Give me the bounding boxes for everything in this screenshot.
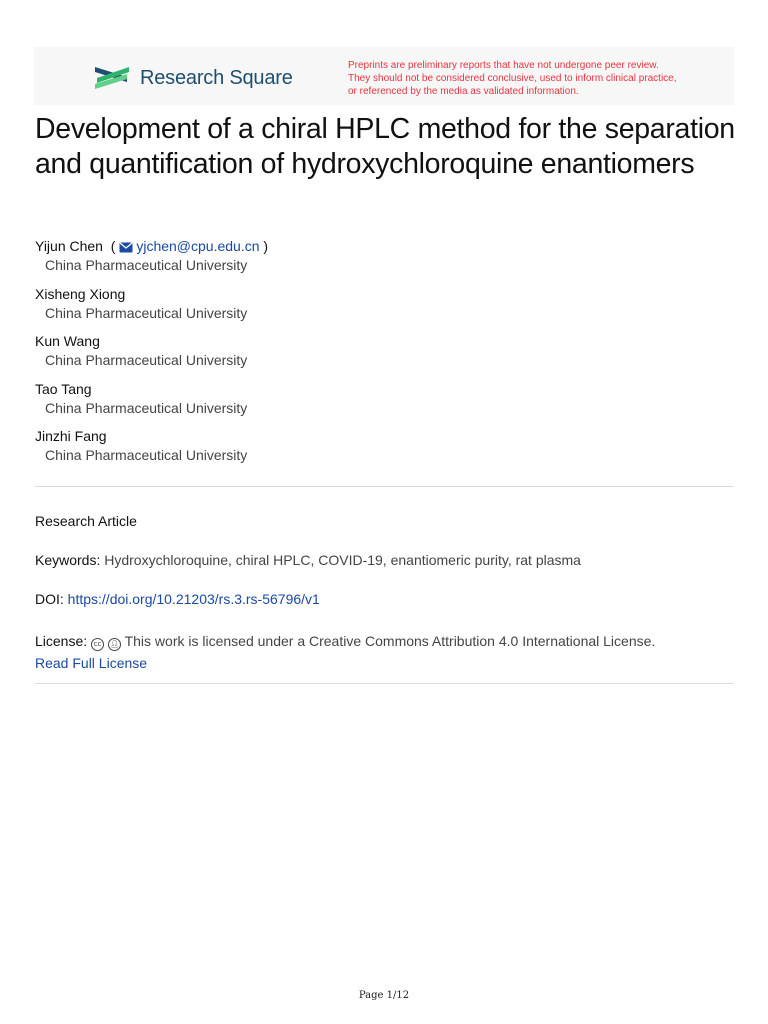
doi (35, 591, 735, 607)
author-list (35, 237, 735, 475)
license-label: License: (35, 633, 88, 649)
author-affiliation: China Pharmaceutical University (45, 304, 248, 321)
keywords-value: Hydroxychloroquine, chiral HPLC, COVID-19, enantiomeric purity, rat plasma (104, 552, 581, 568)
article-title: Development of a chiral HPLC method for the separation and quantification of hydroxychloroquine enantiomers (35, 113, 735, 180)
author-affiliation: China Pharmaceutical University (45, 447, 248, 463)
email-paren: ( (106, 238, 120, 254)
attribution-icon: 👤︎ (108, 638, 121, 651)
license (35, 630, 735, 674)
article-type (35, 513, 735, 529)
divider (35, 486, 734, 487)
keywords (35, 552, 735, 568)
notice-line: They should not be considered conclusive, used to inform clinical practice, (348, 73, 677, 84)
author-item: Yijun Chen ( yjchen@cpu.edu.cn ) China Pharmaceutical University (35, 237, 735, 285)
author-item (35, 427, 735, 475)
author-affiliation: China Pharmaceutical University (45, 257, 248, 273)
author-item (35, 332, 735, 380)
author-name: Yijun Chen (35, 238, 103, 254)
author-affiliation: China Pharmaceutical University (45, 399, 248, 416)
notice-line: or referenced by the media as validated information. (348, 86, 579, 97)
logo-icon (93, 64, 131, 92)
author-item (35, 380, 735, 428)
article-type-label: Research Article (35, 513, 137, 529)
doi-label: DOI: (35, 591, 64, 607)
read-full-license-link[interactable]: Read Full License (35, 655, 148, 671)
author-name: Jinzhi Fang (35, 428, 107, 444)
author-name: Tao Tang (35, 380, 92, 397)
doi-link[interactable]: https://doi.org/10.21203/rs.3.rs-56796/v1 (67, 591, 320, 607)
author-name: Kun Wang (35, 333, 100, 349)
logo-text: Research Square (140, 66, 293, 89)
license-text: This work is licensed under a Creative Commons Attribution 4.0 International License. (124, 633, 656, 649)
divider (35, 683, 734, 684)
research-square-logo[interactable] (93, 64, 293, 92)
cc-icon: cc (91, 638, 104, 651)
author-name: Xisheng Xiong (35, 285, 126, 302)
keywords-label: Keywords: (35, 552, 101, 568)
author-email: yjchen@cpu.edu.cn (136, 238, 260, 254)
author-item (35, 285, 735, 333)
preprint-notice (348, 59, 708, 98)
envelope-icon (119, 242, 133, 253)
author-email-link[interactable] (119, 238, 259, 254)
notice-line: Preprints are preliminary reports that have not undergone peer review. (348, 60, 659, 71)
page-number: Page 1/12 (358, 990, 410, 1001)
author-affiliation: China Pharmaceutical University (45, 352, 248, 368)
